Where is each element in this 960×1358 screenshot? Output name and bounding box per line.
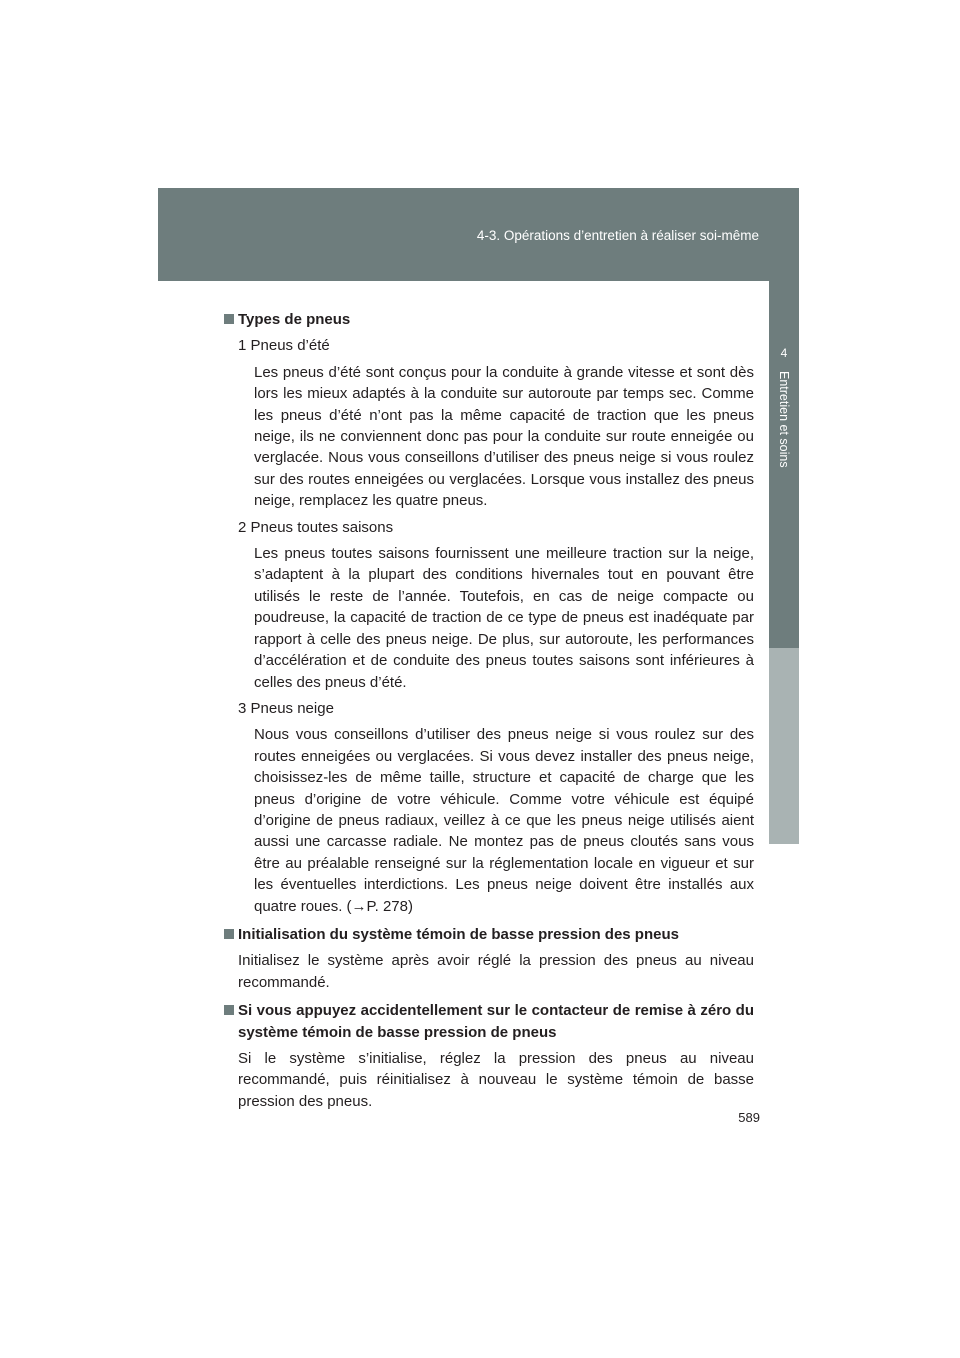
item-body-all-season: Les pneus toutes saisons fournissent une meilleure traction sur la neige, s’adaptent à la plupart des conditions hivernales tout en pouvant être utilisés le reste de l’année. Toutefois, en cas de neige compacte ou poudreuse, la capacité de traction de ce type de pneus est inadéquate par rapport à celle des pneus neige. De plus, sur autoroute, les performances d’accélération et de conduite des pneus toutes saisons sont inférieures à celles des pneus d’été. [254, 545, 754, 691]
section-accidental-reset [224, 1000, 754, 1112]
item-title-all-season: 2 Pneus toutes saisons [238, 518, 394, 536]
section-body: Si le système s’initialise, réglez la pression des pneus au niveau recommandé, puis réinitialisez à nouveau le système témoin de basse pression des pneus. [238, 1050, 754, 1110]
page-number: 589 [738, 1110, 760, 1125]
item-title-snow: 3 Pneus neige [238, 699, 334, 717]
section-heading: Initialisation du système témoin de basse pression des pneus [224, 924, 754, 945]
section-tire-types [224, 309, 754, 917]
item-title-summer: 1 Pneus d’été [238, 337, 330, 355]
header-band [158, 188, 799, 281]
section-heading: Si vous appuyez accidentellement sur le contacteur de remise à zéro du système témoin de basse pression de pneus [224, 1000, 754, 1043]
item-body-snow: Nous vous conseillons d’utiliser des pneus neige si vous roulez sur des routes enneigées ou verglacées. Si vous devez installer des pneus neige, choisissez-les de même taille, structure et capacité de charge que les pneus d’origine de votre véhicule. Comme votre véhicule est équipé d’origine de pneus radiaux, veillez à ce que les pneus neige utilisés aient aussi une carcasse radiale. Ne montez pas de pneus cloutés sans vous être au préalable renseigné sur la réglementation locale en vigueur et sur les éventuelles interdictions. Les pneus neige doivent être installés aux quatre roues. (→P. 278) [254, 726, 754, 915]
section-heading: Types de pneus [224, 309, 754, 330]
chapter-number: 4 [780, 346, 788, 360]
item-body-summer: Les pneus d’été sont conçus pour la conduite à grande vitesse et sont dès lors les mieux adaptés à la conduite sur autoroute par temps sec. Comme les pneus d’été n’ont pas la même capacité de traction que les pneus neige, ils ne conviennent donc pas pour la conduite sur route enneigée ou verglacée. Nous vous conseillons d’utiliser des pneus neige si vous roulez sur des routes enneigées ou verglacées. Lorsque vous installez des pneus neige, remplacez les quatre pneus. [254, 363, 754, 510]
square-bullet-icon [224, 929, 234, 939]
square-bullet-icon [224, 314, 234, 324]
page-content [224, 309, 754, 1112]
chapter-label: Entretien et soins [777, 371, 791, 468]
chapter-tab-accent [769, 648, 799, 844]
chapter-tab [769, 281, 799, 648]
section-title: 4-3. Opérations d’entretien à réaliser soi-même [476, 228, 759, 243]
section-initialisation [224, 924, 754, 993]
section-body: Initialisez le système après avoir réglé la pression des pneus au niveau recommandé. [238, 952, 754, 991]
square-bullet-icon [224, 1005, 234, 1015]
